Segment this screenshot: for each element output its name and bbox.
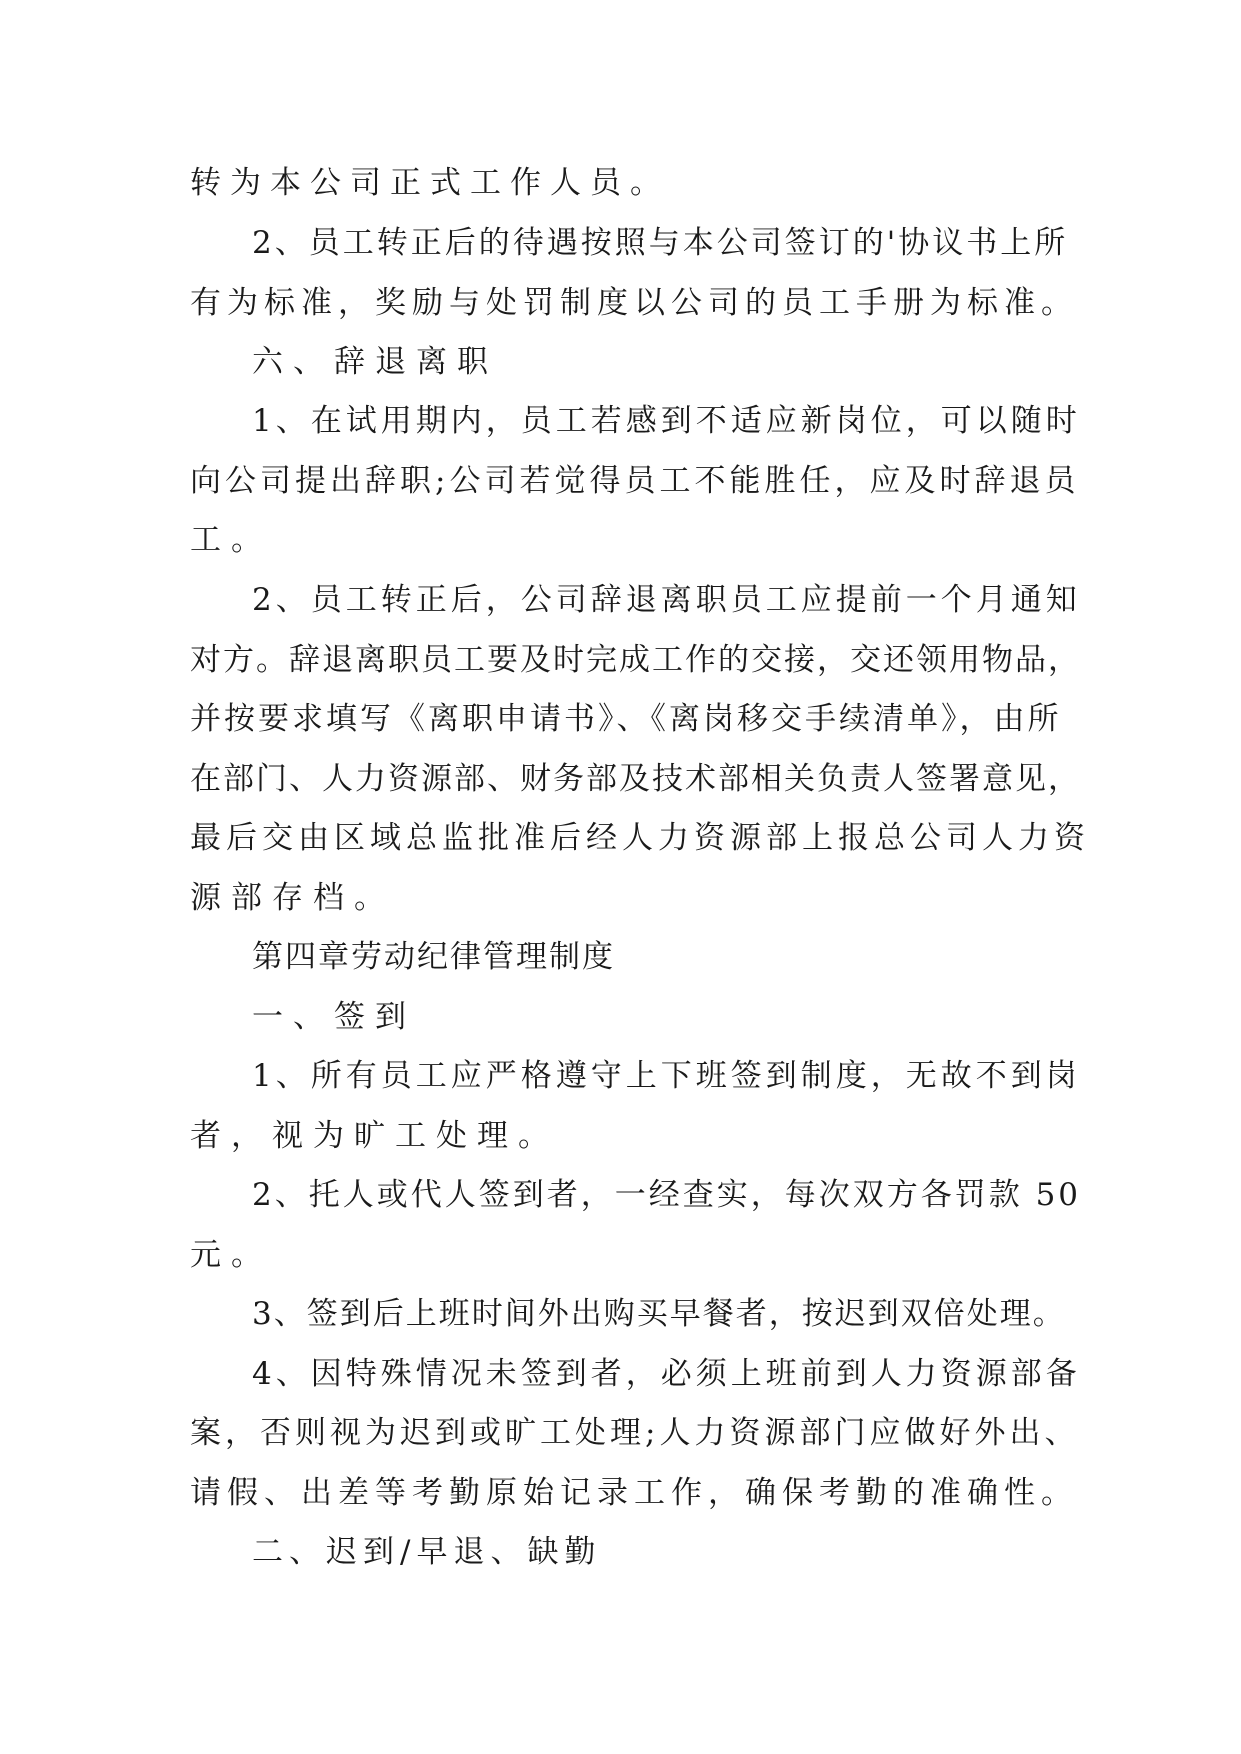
paragraph-line: 有为标准，奖励与处罚制度以公司的员工手册为标准。 (190, 285, 1078, 321)
paragraph-line: 转为本公司正式工作人员。 (190, 165, 670, 201)
paragraph-line: 2、员工转正后，公司辞退离职员工应提前一个月通知 (252, 582, 1081, 618)
paragraph-line: 1、所有员工应严格遵守上下班签到制度，无故不到岗 (252, 1058, 1081, 1094)
paragraph-line: 源部存档。 (190, 880, 395, 916)
paragraph-line: 最后交由区域总监批准后经人力资源部上报总公司人力资 (190, 820, 1090, 856)
paragraph-line: 2、托人或代人签到者，一经查实，每次双方各罚款 50 (252, 1177, 1082, 1213)
paragraph-line: 3、签到后上班时间外出购买早餐者，按迟到双倍处理。 (252, 1296, 1066, 1332)
paragraph-line: 4、因特殊情况未签到者，必须上班前到人力资源部备 (252, 1356, 1081, 1392)
paragraph-line: 1、在试用期内，员工若感到不适应新岗位，可以随时 (252, 403, 1081, 439)
section-heading: 六、辞退离职 (252, 344, 498, 380)
paragraph-line: 工。 (190, 522, 272, 558)
paragraph-line: 并按要求填写《离职申请书》、《离岗移交手续清单》，由所 (190, 701, 1062, 737)
paragraph-line: 2、员工转正后的待遇按照与本公司签订的'协议书上所 (252, 225, 1069, 261)
paragraph-line: 向公司提出辞职;公司若觉得员工不能胜任，应及时辞退员 (190, 463, 1080, 499)
paragraph-line: 请假、出差等考勤原始记录工作，确保考勤的准确性。 (190, 1475, 1078, 1511)
paragraph-line: 元。 (190, 1237, 272, 1273)
chapter-heading: 第四章劳动纪律管理制度 (252, 939, 615, 975)
section-heading: 二、迟到/早退、缺勤 (252, 1534, 602, 1570)
paragraph-line: 者，视为旷工处理。 (190, 1118, 559, 1154)
paragraph-line: 对方。辞退离职员工要及时完成工作的交接，交还领用物品， (190, 642, 1081, 678)
paragraph-line: 在部门、人力资源部、财务部及技术部相关负责人签署意见， (190, 761, 1081, 797)
paragraph-line: 案，否则视为迟到或旷工处理;人力资源部门应做好外出、 (190, 1415, 1080, 1451)
section-heading: 一、签到 (252, 999, 416, 1035)
